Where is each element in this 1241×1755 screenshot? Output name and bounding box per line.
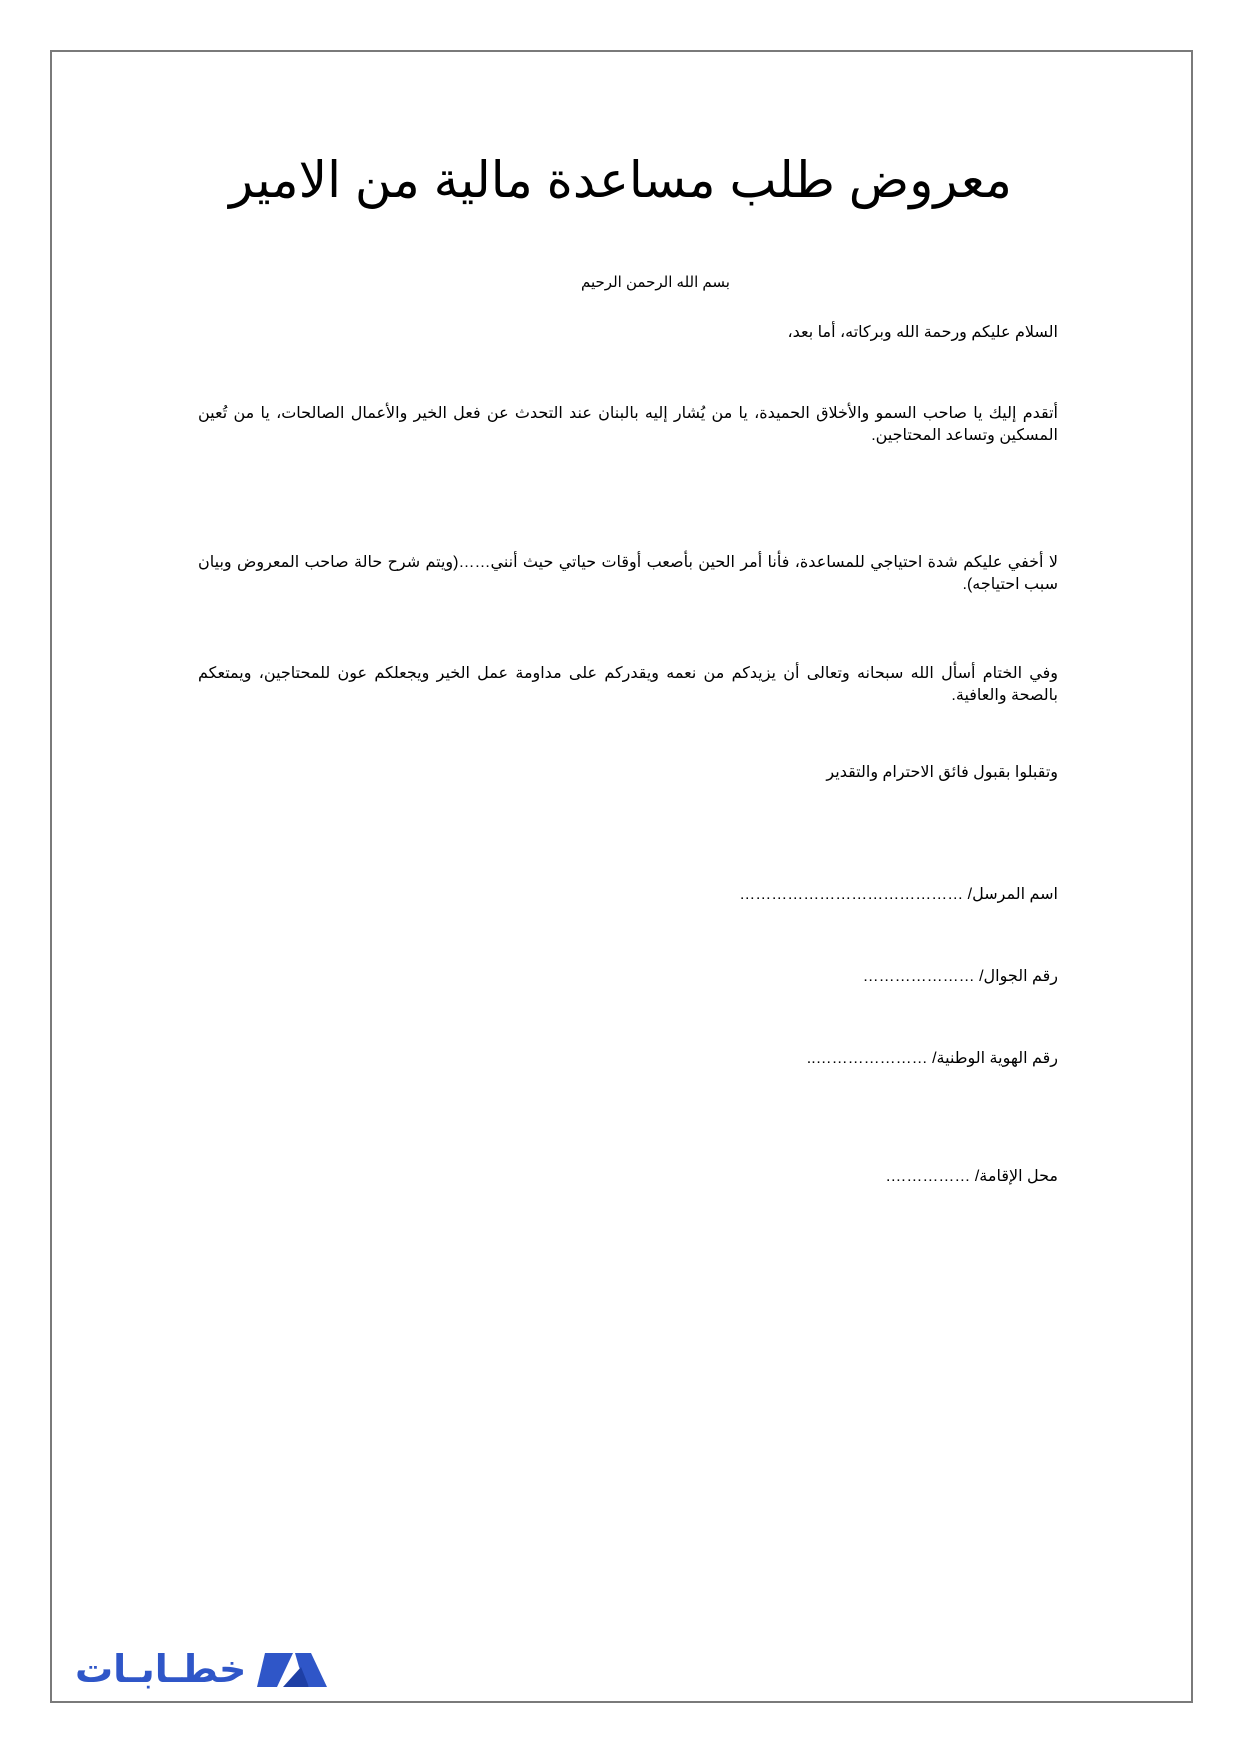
document-title: معروض طلب مساعدة مالية من الامير: [229, 152, 1012, 208]
national-id-field: رقم الهوية الوطنية/ …………………..: [806, 1050, 1058, 1067]
greeting: السلام عليكم ورحمة الله وبركاته، أما بعد،: [787, 324, 1058, 341]
paragraph-need: لا أخفي عليكم شدة احتياجي للمساعدة، فأنا أمر الحين بأصعب أوقات حياتي حيث أنني……(ويتم شرح حالة صاحب المعروض وبيان سبب احتياجه).: [198, 554, 1058, 593]
paragraph-conclusion: وفي الختام أسأل الله سبحانه وتعالى أن يزيدكم من نعمه ويقدركم على مداومة عمل الخير ويجعلكم عون للمحتاجين، ويمتعكم بالصحة والعافية.: [198, 665, 1058, 704]
residence-field: محل الإقامة/ …………….: [885, 1168, 1058, 1185]
mobile-field: رقم الجوال/ …………………: [862, 968, 1058, 985]
paragraph-intro: أتقدم إليك يا صاحب السمو والأخلاق الحميدة، يا من يُشار إليه بالبنان عند التحدث عن فعل الخير والأعمال الصالحات، يا من تُعين المسكين وتساعد المحتاجين.: [198, 405, 1058, 444]
closing-line: وتقبلوا بقبول فائق الاحترام والتقدير: [826, 764, 1058, 781]
sender-name-field: اسم المرسل/ ……………………………………: [739, 886, 1058, 903]
khitabat-logo-icon: [253, 1645, 333, 1695]
khitabat-logo: [75, 1645, 335, 1695]
logo-text: خطـابـات: [75, 1649, 247, 1691]
basmala: بسم الله الرحمن الرحيم: [581, 274, 730, 291]
